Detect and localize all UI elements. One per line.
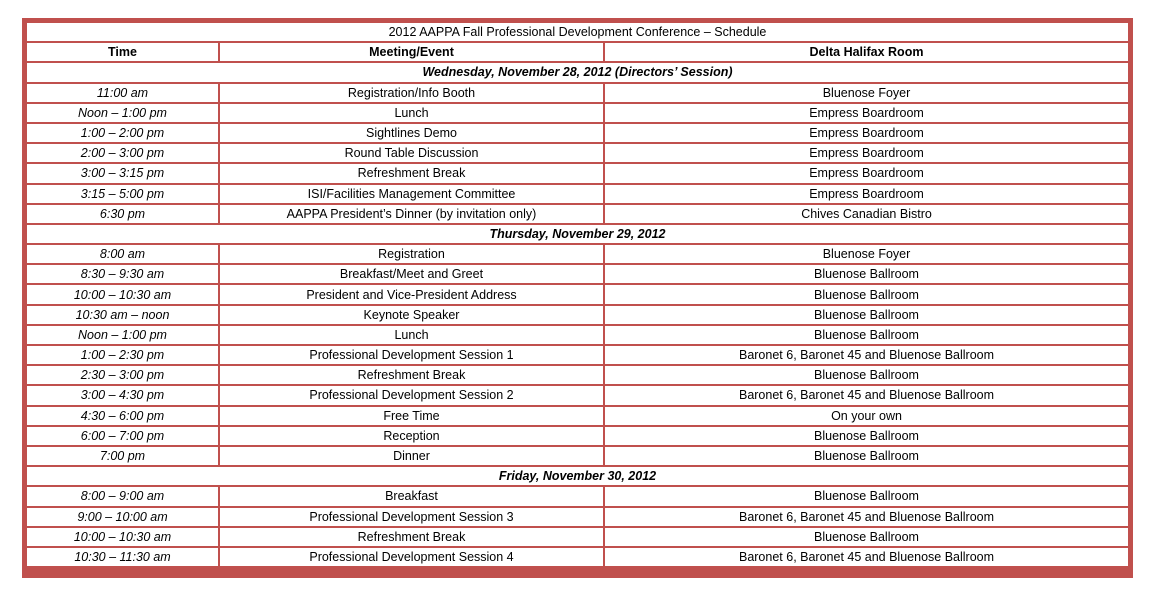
- table-row: [26, 527, 1129, 547]
- table-row: [26, 385, 1129, 405]
- event-cell: Sightlines Demo: [219, 123, 604, 143]
- room-cell: Empress Boardroom: [604, 184, 1129, 204]
- table-row: [26, 103, 1129, 123]
- room-cell: Bluenose Ballroom: [604, 305, 1129, 325]
- room-cell: Baronet 6, Baronet 45 and Bluenose Ballroom: [604, 507, 1129, 527]
- event-cell: ISI/Facilities Management Committee: [219, 184, 604, 204]
- time-cell: 1:00 – 2:00 pm: [26, 123, 219, 143]
- room-cell: Empress Boardroom: [604, 163, 1129, 183]
- section-heading-row: [26, 62, 1129, 82]
- section-heading-row: [26, 466, 1129, 486]
- room-cell: Bluenose Ballroom: [604, 284, 1129, 304]
- time-cell: 8:00 – 9:00 am: [26, 486, 219, 506]
- time-cell: Noon – 1:00 pm: [26, 103, 219, 123]
- room-cell: Empress Boardroom: [604, 143, 1129, 163]
- header-row: [26, 42, 1129, 62]
- column-header-room: Delta Halifax Room: [604, 42, 1129, 62]
- room-cell: Bluenose Ballroom: [604, 426, 1129, 446]
- table-row: [26, 406, 1129, 426]
- table-row: [26, 184, 1129, 204]
- room-cell: Empress Boardroom: [604, 123, 1129, 143]
- column-header-event: Meeting/Event: [219, 42, 604, 62]
- event-cell: Dinner: [219, 446, 604, 466]
- table-row: [26, 325, 1129, 345]
- room-cell: Baronet 6, Baronet 45 and Bluenose Ballroom: [604, 385, 1129, 405]
- room-cell: Bluenose Foyer: [604, 83, 1129, 103]
- table-title: 2012 AAPPA Fall Professional Development Conference – Schedule: [26, 22, 1129, 42]
- table-row: [26, 446, 1129, 466]
- room-cell: Bluenose Ballroom: [604, 365, 1129, 385]
- room-cell: Chives Canadian Bistro: [604, 204, 1129, 224]
- table-row: [26, 204, 1129, 224]
- table-row: [26, 264, 1129, 284]
- event-cell: Registration/Info Booth: [219, 83, 604, 103]
- table-row: [26, 284, 1129, 304]
- event-cell: Professional Development Session 4: [219, 547, 604, 567]
- time-cell: 3:15 – 5:00 pm: [26, 184, 219, 204]
- table-row: [26, 305, 1129, 325]
- event-cell: Refreshment Break: [219, 527, 604, 547]
- time-cell: 4:30 – 6:00 pm: [26, 406, 219, 426]
- time-cell: 8:00 am: [26, 244, 219, 264]
- time-cell: 2:00 – 3:00 pm: [26, 143, 219, 163]
- time-cell: 10:00 – 10:30 am: [26, 284, 219, 304]
- event-cell: AAPPA President’s Dinner (by invitation only): [219, 204, 604, 224]
- table-row: [26, 365, 1129, 385]
- time-cell: Noon – 1:00 pm: [26, 325, 219, 345]
- time-cell: 1:00 – 2:30 pm: [26, 345, 219, 365]
- event-cell: Lunch: [219, 103, 604, 123]
- event-cell: Round Table Discussion: [219, 143, 604, 163]
- table-row: [26, 426, 1129, 446]
- time-cell: 10:30 – 11:30 am: [26, 547, 219, 567]
- event-cell: Refreshment Break: [219, 365, 604, 385]
- time-cell: 10:00 – 10:30 am: [26, 527, 219, 547]
- event-cell: Breakfast/Meet and Greet: [219, 264, 604, 284]
- time-cell: 3:00 – 3:15 pm: [26, 163, 219, 183]
- event-cell: Professional Development Session 2: [219, 385, 604, 405]
- time-cell: 9:00 – 10:00 am: [26, 507, 219, 527]
- room-cell: Bluenose Ballroom: [604, 446, 1129, 466]
- time-cell: 6:00 – 7:00 pm: [26, 426, 219, 446]
- schedule-body: [26, 22, 1129, 567]
- event-cell: Keynote Speaker: [219, 305, 604, 325]
- section-heading: Wednesday, November 28, 2012 (Directors’ Session): [26, 62, 1129, 82]
- table-row: [26, 163, 1129, 183]
- section-heading: Thursday, November 29, 2012: [26, 224, 1129, 244]
- table-row: [26, 345, 1129, 365]
- schedule-table: [25, 21, 1130, 568]
- event-cell: Professional Development Session 3: [219, 507, 604, 527]
- table-row: [26, 486, 1129, 506]
- time-cell: 10:30 am – noon: [26, 305, 219, 325]
- table-row: [26, 143, 1129, 163]
- room-cell: Bluenose Foyer: [604, 244, 1129, 264]
- section-heading-row: [26, 224, 1129, 244]
- room-cell: Bluenose Ballroom: [604, 527, 1129, 547]
- time-cell: 2:30 – 3:00 pm: [26, 365, 219, 385]
- event-cell: Refreshment Break: [219, 163, 604, 183]
- event-cell: Professional Development Session 1: [219, 345, 604, 365]
- schedule-frame: [22, 18, 1133, 578]
- event-cell: Reception: [219, 426, 604, 446]
- title-row: [26, 22, 1129, 42]
- room-cell: Baronet 6, Baronet 45 and Bluenose Ballroom: [604, 345, 1129, 365]
- room-cell: On your own: [604, 406, 1129, 426]
- event-cell: Free Time: [219, 406, 604, 426]
- time-cell: 7:00 pm: [26, 446, 219, 466]
- table-row: [26, 123, 1129, 143]
- event-cell: Breakfast: [219, 486, 604, 506]
- table-row: [26, 547, 1129, 567]
- time-cell: 3:00 – 4:30 pm: [26, 385, 219, 405]
- table-row: [26, 244, 1129, 264]
- time-cell: 6:30 pm: [26, 204, 219, 224]
- time-cell: 8:30 – 9:30 am: [26, 264, 219, 284]
- time-cell: 11:00 am: [26, 83, 219, 103]
- room-cell: Bluenose Ballroom: [604, 486, 1129, 506]
- room-cell: Bluenose Ballroom: [604, 264, 1129, 284]
- table-row: [26, 507, 1129, 527]
- table-row: [26, 83, 1129, 103]
- event-cell: Lunch: [219, 325, 604, 345]
- room-cell: Bluenose Ballroom: [604, 325, 1129, 345]
- event-cell: President and Vice-President Address: [219, 284, 604, 304]
- column-header-time: Time: [26, 42, 219, 62]
- room-cell: Empress Boardroom: [604, 103, 1129, 123]
- room-cell: Baronet 6, Baronet 45 and Bluenose Ballroom: [604, 547, 1129, 567]
- event-cell: Registration: [219, 244, 604, 264]
- section-heading: Friday, November 30, 2012: [26, 466, 1129, 486]
